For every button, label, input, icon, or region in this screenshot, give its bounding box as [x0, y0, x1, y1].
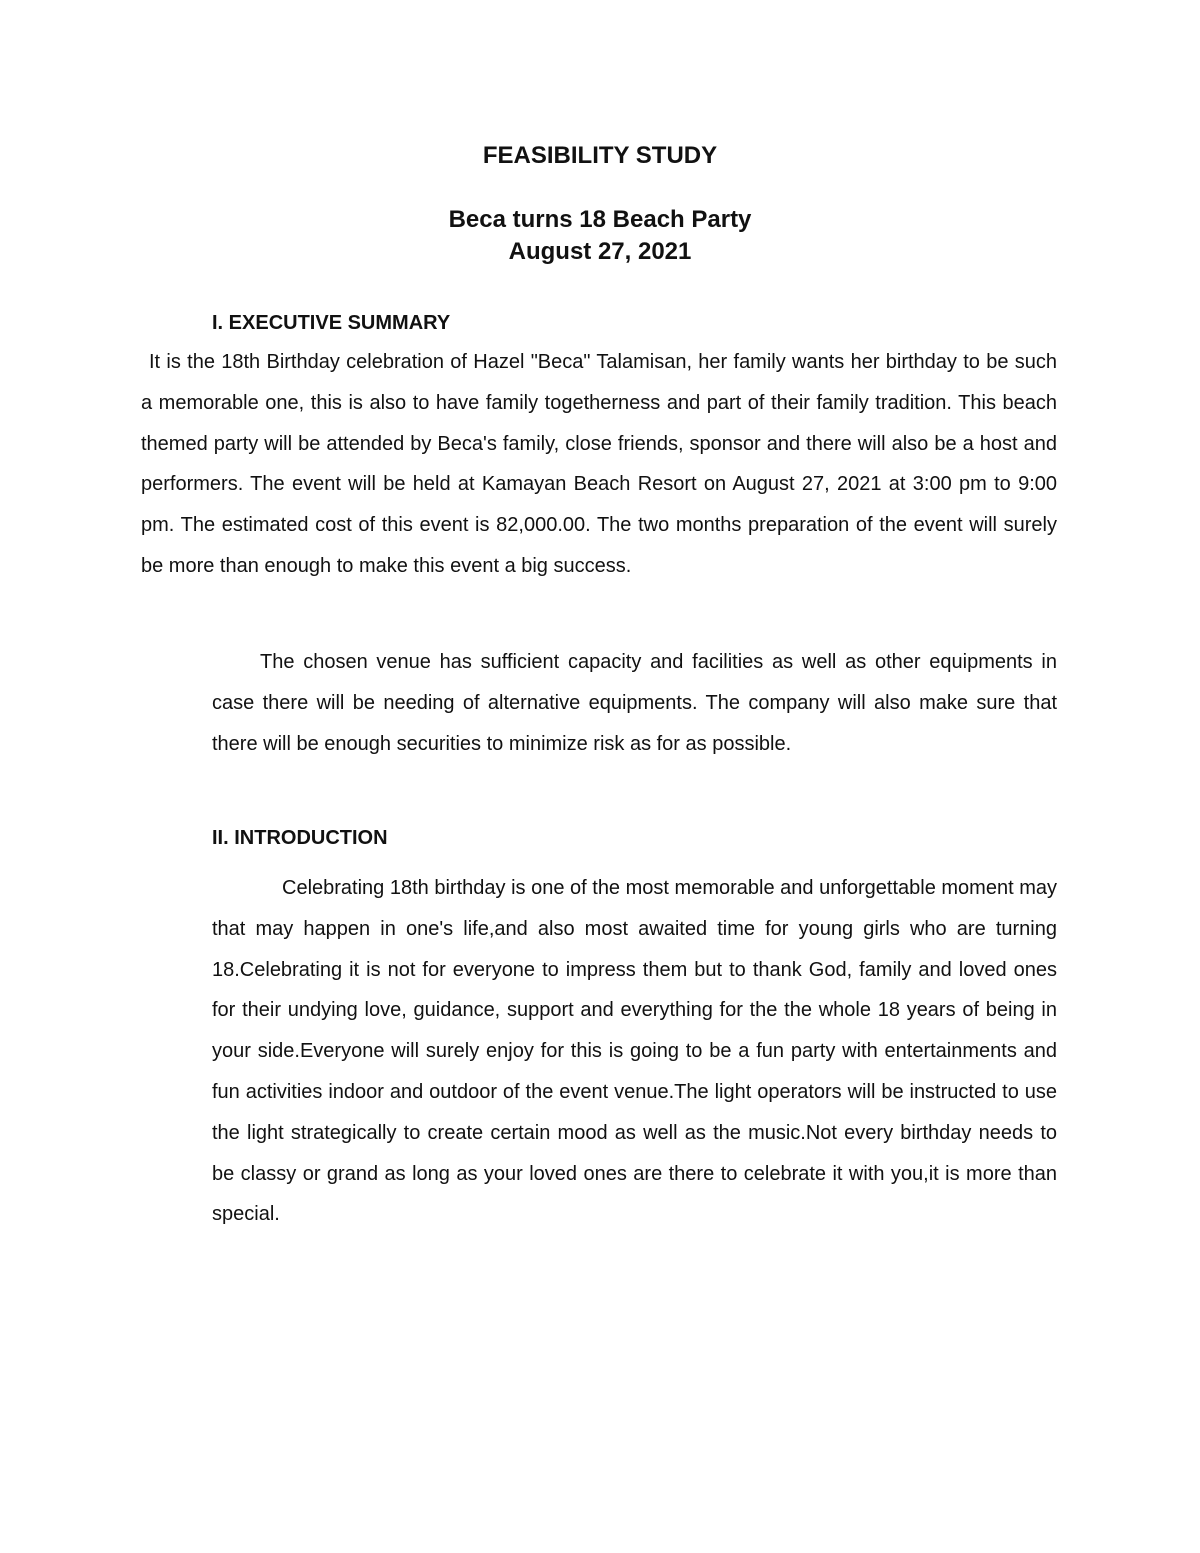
- executive-summary-heading: I. EXECUTIVE SUMMARY: [212, 312, 451, 334]
- event-date: August 27, 2021: [508, 238, 692, 265]
- introduction-heading: II. INTRODUCTION: [212, 827, 388, 849]
- executive-summary-paragraph-2: The chosen venue has sufficient capacity and facilities as well as other equipments in case there will be needing of alternative equipments. The company will also make sure that there will be enough securities to minimize risk as for as possible.: [212, 651, 1057, 755]
- introduction-paragraph: Celebrating 18th birthday is one of the most memorable and unforgettable moment may that may happen in one's life,and also most awaited time for young girls who are turning 18.Celebrating it is not for everyone to impress them but to thank God, family and loved ones for their undying love, guidance, support and everything for the the whole 18 years of being in your side.Everyone will surely enjoy for this is going to be a fun party with entertainments and fun activities indoor and outdoor of the event venue.The light operators will be instructed to use the light strategically to create certain mood as well as the music.Not every birthday needs to be classy or grand as long as your loved ones are there to celebrate it with you,it is more than special.: [212, 877, 1057, 1226]
- document-title: FEASIBILITY STUDY: [482, 142, 718, 169]
- event-title: Beca turns 18 Beach Party: [448, 206, 752, 233]
- executive-summary-paragraph-1: It is the 18th Birthday celebration of Hazel "Beca" Talamisan, her family wants her birthday to be such a memorable one, this is also to have family togetherness and part of their family tradition. This beach themed party will be attended by Beca's family, close friends, sponsor and there will also be a host and performers. The event will be held at Kamayan Beach Resort on August 27, 2021 at 3:00 pm to 9:00 pm. The estimated cost of this event is 82,000.00. The two months preparation of the event will surely be more than enough to make this event a big success.: [141, 351, 1057, 577]
